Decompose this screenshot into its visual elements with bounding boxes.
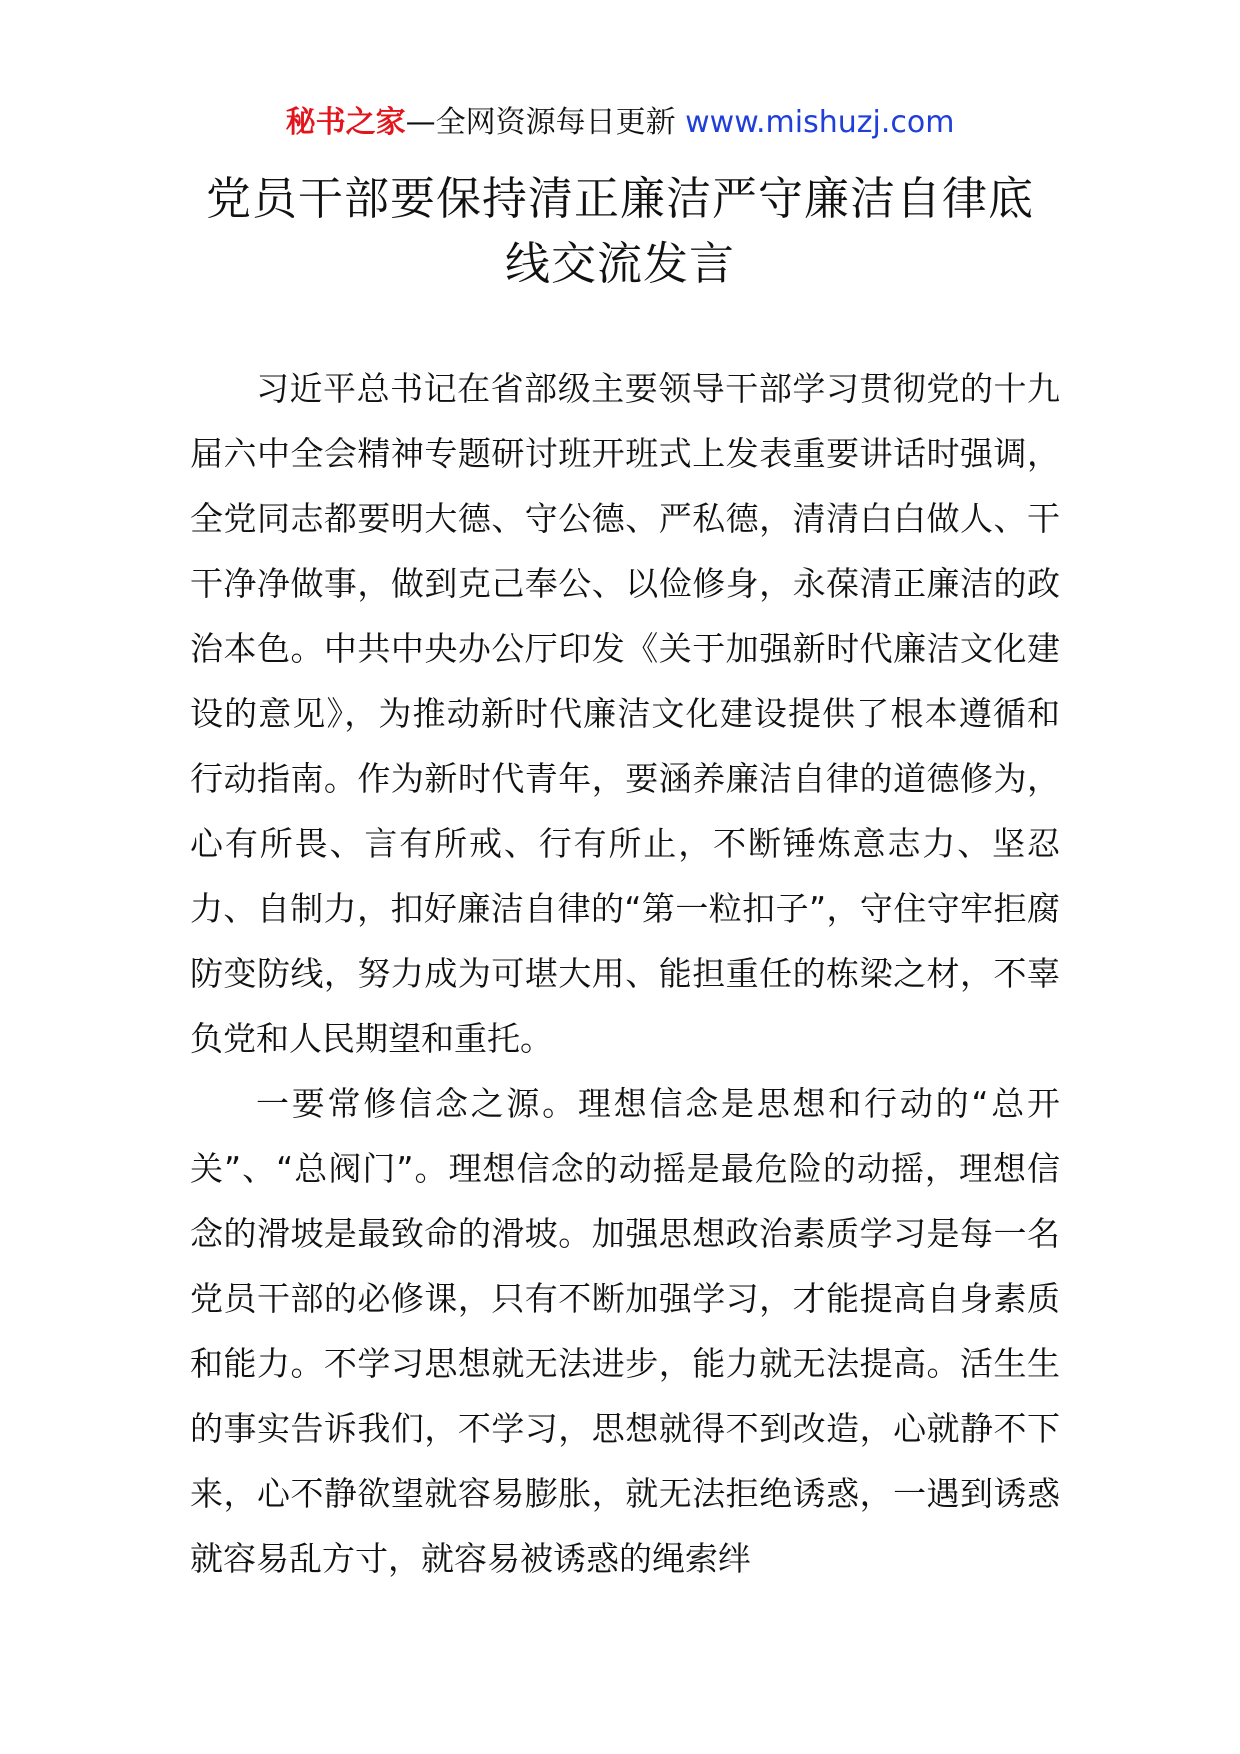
document-body — [190, 356, 1060, 1591]
title-line-1: 党员干部要保持清正廉洁严守廉洁自律底 — [205, 172, 1034, 225]
paragraph-intro: 习近平总书记在省部级主要领导干部学习贯彻党的十九届六中全会精神专题研讨班开班式上发表重要讲话时强调，全党同志都要明大德、守公德、严私德，清清白白做人、干干净净做事，做到克己奉公、以俭修身，永葆清正廉洁的政治本色。中共中央办公厅印发《关于加强新时代廉洁文化建设的意见》，为推动新时代廉洁文化建设提供了根本遵循和行动指南。作为新时代青年，要涵养廉洁自律的道德修为，心有所畏、言有所戒、行有所止，不断锤炼意志力、坚忍力、自制力，扣好廉洁自律的“第一粒扣子”，守住守牢拒腐防变防线，努力成为可堪大用、能担重任的栋梁之材，不辜负党和人民期望和重托。 — [190, 369, 1060, 1058]
paragraph-point-one: 一要常修信念之源。理想信念是思想和行动的“总开关”、“总阀门”。理想信念的动摇是最危险的动摇，理想信念的滑坡是最致命的滑坡。加强思想政治素质学习是每一名党员干部的必修课，只有不断加强学习，才能提高自身素质和能力。不学习思想就无法进步，能力就无法提高。活生生的事实告诉我们，不学习，思想就得不到改造，心就静不下来，心不静欲望就容易膨胀，就无法拒绝诱惑，一遇到诱惑就容易乱方寸，就容易被诱惑的绳索绊 — [190, 1084, 1060, 1578]
title-line-2: 线交流发言 — [504, 237, 735, 290]
site-url-link[interactable]: www.mishuzj.com — [685, 105, 955, 140]
header-slogan: —全网资源每日更新 — [405, 105, 676, 140]
site-header — [0, 100, 1240, 146]
document-title — [150, 166, 1090, 296]
brand-name: 秘书之家 — [285, 105, 406, 140]
